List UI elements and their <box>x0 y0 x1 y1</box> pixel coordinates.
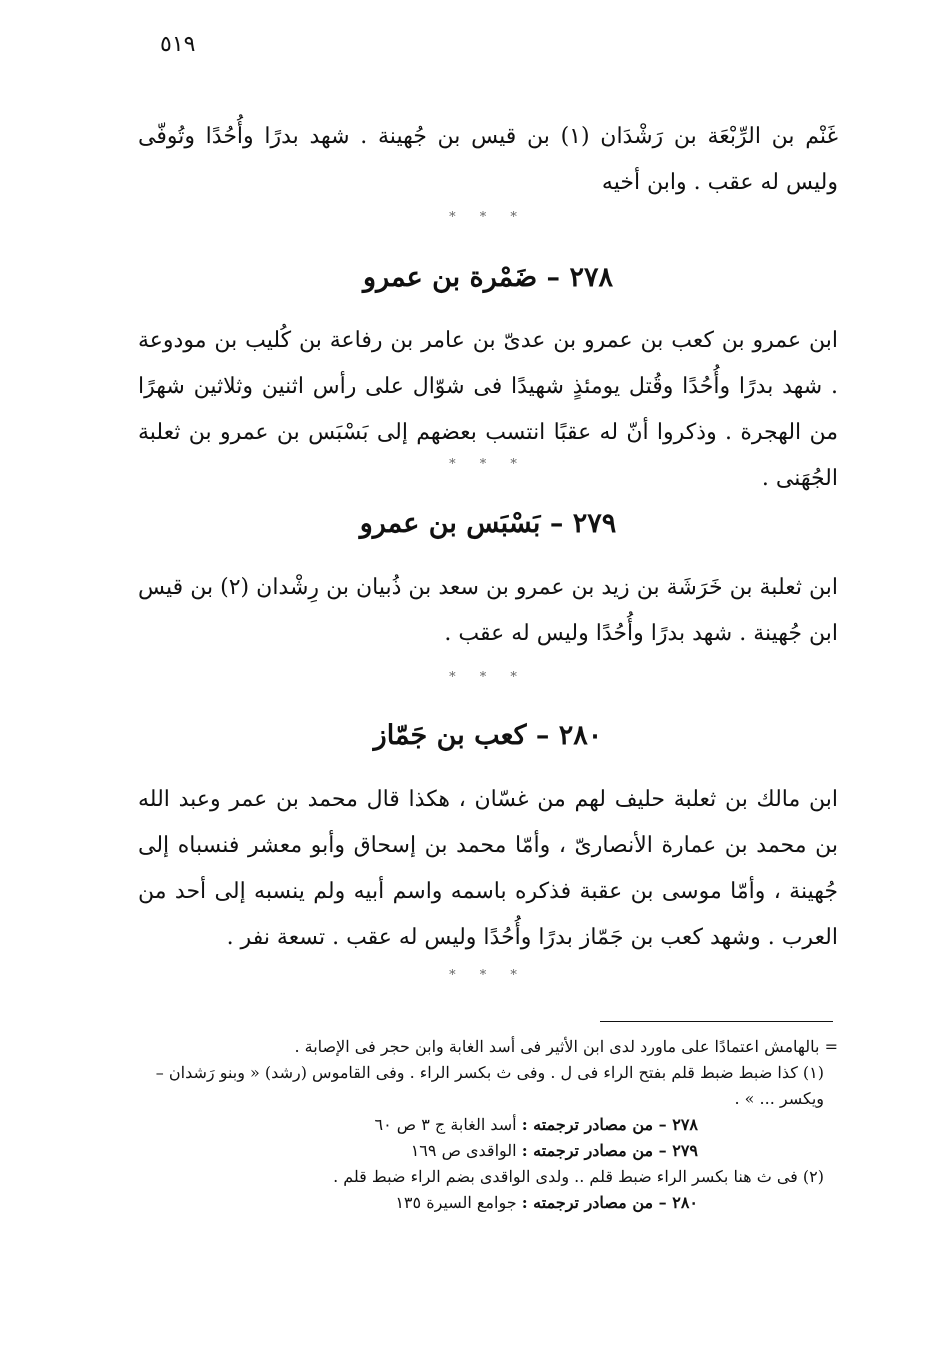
footnote-source-label: ٢٨٠ – من مصادر ترجمته : <box>521 1193 698 1212</box>
footnote-source-label: ٢٧٩ – من مصادر ترجمته : <box>521 1141 698 1160</box>
separator-stars: * * * <box>449 457 527 472</box>
footnote-rule <box>600 1021 833 1022</box>
footnote-source-text: أسد الغابة ج ٣ ص ٦٠ <box>374 1115 517 1134</box>
footnote-source-278 <box>138 1112 838 1138</box>
footnote-source-label: ٢٧٨ – من مصادر ترجمته : <box>521 1115 698 1134</box>
entry-paragraph-278: ابن عمرو بن كعب بن عمرو بن عدىّ بن عامر بن رفاعة بن كُليب بن مودوعة . شهد بدرًا وأُحُدًا وقُتل يومئذٍ شهيدًا فى شوّال على رأس اثنين وثلاثين شهرًا من الهجرة . وذكروا أنّ له عقبًا انتسب بعضهم إلى بَسْبَس بن عمرو بن ثعلبة الجُهَنى . <box>138 328 838 491</box>
footnote-source-text: جوامع السيرة ١٣٥ <box>395 1193 517 1212</box>
entry-body-279 <box>138 565 838 657</box>
separator-stars: * * * <box>449 210 527 225</box>
entry-heading-278: ٢٧٨ – ضَمْرة بن عمرو <box>363 262 613 293</box>
entry-paragraph-280: ابن مالك بن ثعلبة حليف لهم من غسّان ، هكذا قال محمد بن عمر وعبد الله بن محمد بن عمارة الأنصارىّ ، وأمّا محمد بن إسحاق وأبو معشر فنسباه إلى جُهينة ، وأمّا موسى بن عقبة فذكره باسمه واسم أبيه ولم ينسبه إلى أحد من العرب . وشهد كعب بن جَمّاز بدرًا وأُحُدًا وليس له عقب . تسعة نفر . <box>138 787 838 950</box>
entry-paragraph-279: ابن ثعلبة بن خَرَشَة بن زيد بن عمرو بن سعد بن ذُبيان بن رِشْدان (٢) بن قيس ابن جُهينة . شهد بدرًا وأُحُدًا وليس له عقب . <box>138 575 838 646</box>
footnote-source-279 <box>138 1138 838 1164</box>
entry-heading-279: ٢٧٩ – بَسْبَس بن عمرو <box>359 508 617 539</box>
intro-block <box>138 114 838 206</box>
footnote-continuation: = بالهامش اعتمادًا على ماورد لدى ابن الأثير فى أسد الغابة وابن حجر فى الإصابة . <box>294 1037 838 1056</box>
separator-stars: * * * <box>449 670 527 685</box>
intro-paragraph: غَنْم بن الرِّبْعَة بن رَشْدَان (١) بن قيس بن جُهينة . شهد بدرًا وأُحُدًا وتُوفّى وليس له عقب . وابن أخيه <box>138 124 838 195</box>
footnote-1: (١) كذا ضبط ضبط قلم بفتح الراء فى ل . وفى ث بكسر الراء . وفى القاموس (رشد) « وبنو رَشدان – ويكسر ... » . <box>155 1063 824 1108</box>
footnote-source-text: الواقدى ص ١٦٩ <box>410 1141 517 1160</box>
separator-stars: * * * <box>449 968 527 983</box>
entry-body-278 <box>138 318 838 502</box>
footnote-source-280 <box>138 1190 838 1216</box>
entry-heading-280: ٢٨٠ – كعب بن جَمّاز <box>373 720 603 751</box>
page-number: ٥١٩ <box>160 32 196 57</box>
footnotes <box>138 1034 838 1216</box>
footnote-2: (٢) فى ث هنا بكسر الراء ضبط قلم .. ولدى الواقدى بضم الراء ضبط قلم . <box>333 1167 824 1186</box>
entry-body-280 <box>138 777 838 961</box>
